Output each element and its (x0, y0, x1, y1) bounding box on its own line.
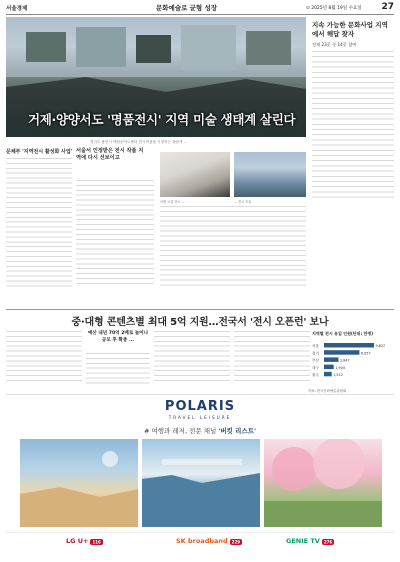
genie-name: GENIE TV (286, 537, 320, 545)
lgu-logo (66, 537, 103, 545)
chart-value-label: 2,847 (339, 358, 350, 363)
lgu-name: LG U+ (66, 537, 89, 545)
chart-title: 지역별 전시 유입 인원(단위: 만명) (312, 331, 374, 336)
page-number: 27 (381, 2, 394, 12)
chart-bar (324, 350, 359, 355)
ad-channel-logos (6, 532, 394, 548)
page-header (6, 3, 394, 15)
header-title: 문화예술로 균형 성장 (156, 4, 218, 12)
photo-1-caption: 어떤 시설 전시 ... (160, 200, 185, 204)
genie-channel: 276 (323, 539, 333, 544)
genie-tv-logo (286, 537, 334, 545)
chart-category-label: 광주 (312, 373, 319, 377)
ad-tagline (6, 426, 394, 435)
lead-subhead: 문체부 '지역전시 활성화 사업' (6, 149, 73, 155)
ad-photo-blossom (264, 439, 382, 527)
right-column-body-placeholder (312, 51, 394, 201)
second-headline: 중·대형 콘텐츠별 최대 5억 지원…전국서 '전시 오픈런' 보나 (71, 317, 329, 328)
ad-photo-beach (20, 439, 138, 527)
lead-photo (6, 17, 306, 137)
second-text-col-4 (234, 331, 310, 385)
chart-category-label: 대구 (312, 365, 319, 370)
photo-2-caption: ... 전시 모습 (234, 200, 252, 204)
second-text-col-2 (86, 353, 150, 385)
lead-deck: 서울서 인정받은 전시 작품 지역에 다시 선보이고 (76, 148, 144, 161)
sk-broadband-logo (176, 537, 242, 545)
ad-brand: POLARIS (164, 399, 236, 414)
article-text-col-1 (6, 158, 72, 288)
right-column-title: 지속 가능한 문화사업 지역에서 해답 찾자 (312, 21, 388, 38)
chart-category-label: 경기 (312, 351, 319, 356)
second-deck: 예산 내년 70억 2배로 늘어나 공모 후 확충 ... (87, 331, 149, 343)
chart-value-label: 1,512 (333, 373, 343, 377)
second-text-col-3 (154, 331, 230, 385)
section-label: 서울경제 (6, 6, 28, 12)
sk-channel: 229 (231, 539, 241, 544)
right-column (312, 17, 394, 201)
right-column-subtitle: 전재 23곳 중 14곳 참여 (312, 42, 357, 47)
issue-date: ⊙ 2025년 8월 19일 수요일 (306, 5, 362, 11)
chart-value-label: 6,957 (360, 351, 371, 356)
article-text-col-3 (160, 206, 306, 288)
ad-photos (20, 439, 382, 527)
regional-chart (312, 331, 394, 381)
article-photos (160, 152, 306, 202)
article-text-col-2 (76, 180, 154, 288)
chart-source: 자료: 한국문화예술위원회 (308, 389, 347, 393)
chart-bar (324, 357, 338, 362)
chart-bar (324, 343, 374, 348)
ad-brand-sub: TRAVEL LEISURE (168, 415, 232, 420)
chart-bar (324, 365, 334, 370)
lead-headline: 거제·양양서도 '명품전시' 지역 미술 생태계 살린다 (28, 112, 296, 127)
exhibition-photo-2 (234, 152, 306, 197)
exhibition-photo-1 (160, 152, 230, 197)
chart-plot (312, 341, 394, 381)
sk-name: SK broadband (176, 537, 228, 545)
chart-category-label: 서울 (312, 344, 319, 349)
chart-category-label: 부산 (312, 358, 319, 363)
lead-photo-caption: 경기도 용인시 백남준아트센터 전시작품을 시청하는 관람객 ... (90, 140, 188, 144)
section-divider (6, 309, 394, 310)
chart-value-label: 1,904 (335, 365, 345, 370)
advertisement (6, 394, 394, 554)
chart-value-label: 9,827 (375, 344, 386, 349)
ad-tagline-highlight: '버킷 리스트' (218, 427, 256, 435)
chart-bar (324, 372, 332, 377)
ad-photo-coast (142, 439, 260, 527)
ad-tagline-prefix: # 여행과 레저, 전문 채널 (143, 427, 217, 435)
second-text-col-1 (6, 331, 82, 385)
lead-article (6, 140, 306, 290)
lgu-channel: 116 (92, 539, 101, 544)
